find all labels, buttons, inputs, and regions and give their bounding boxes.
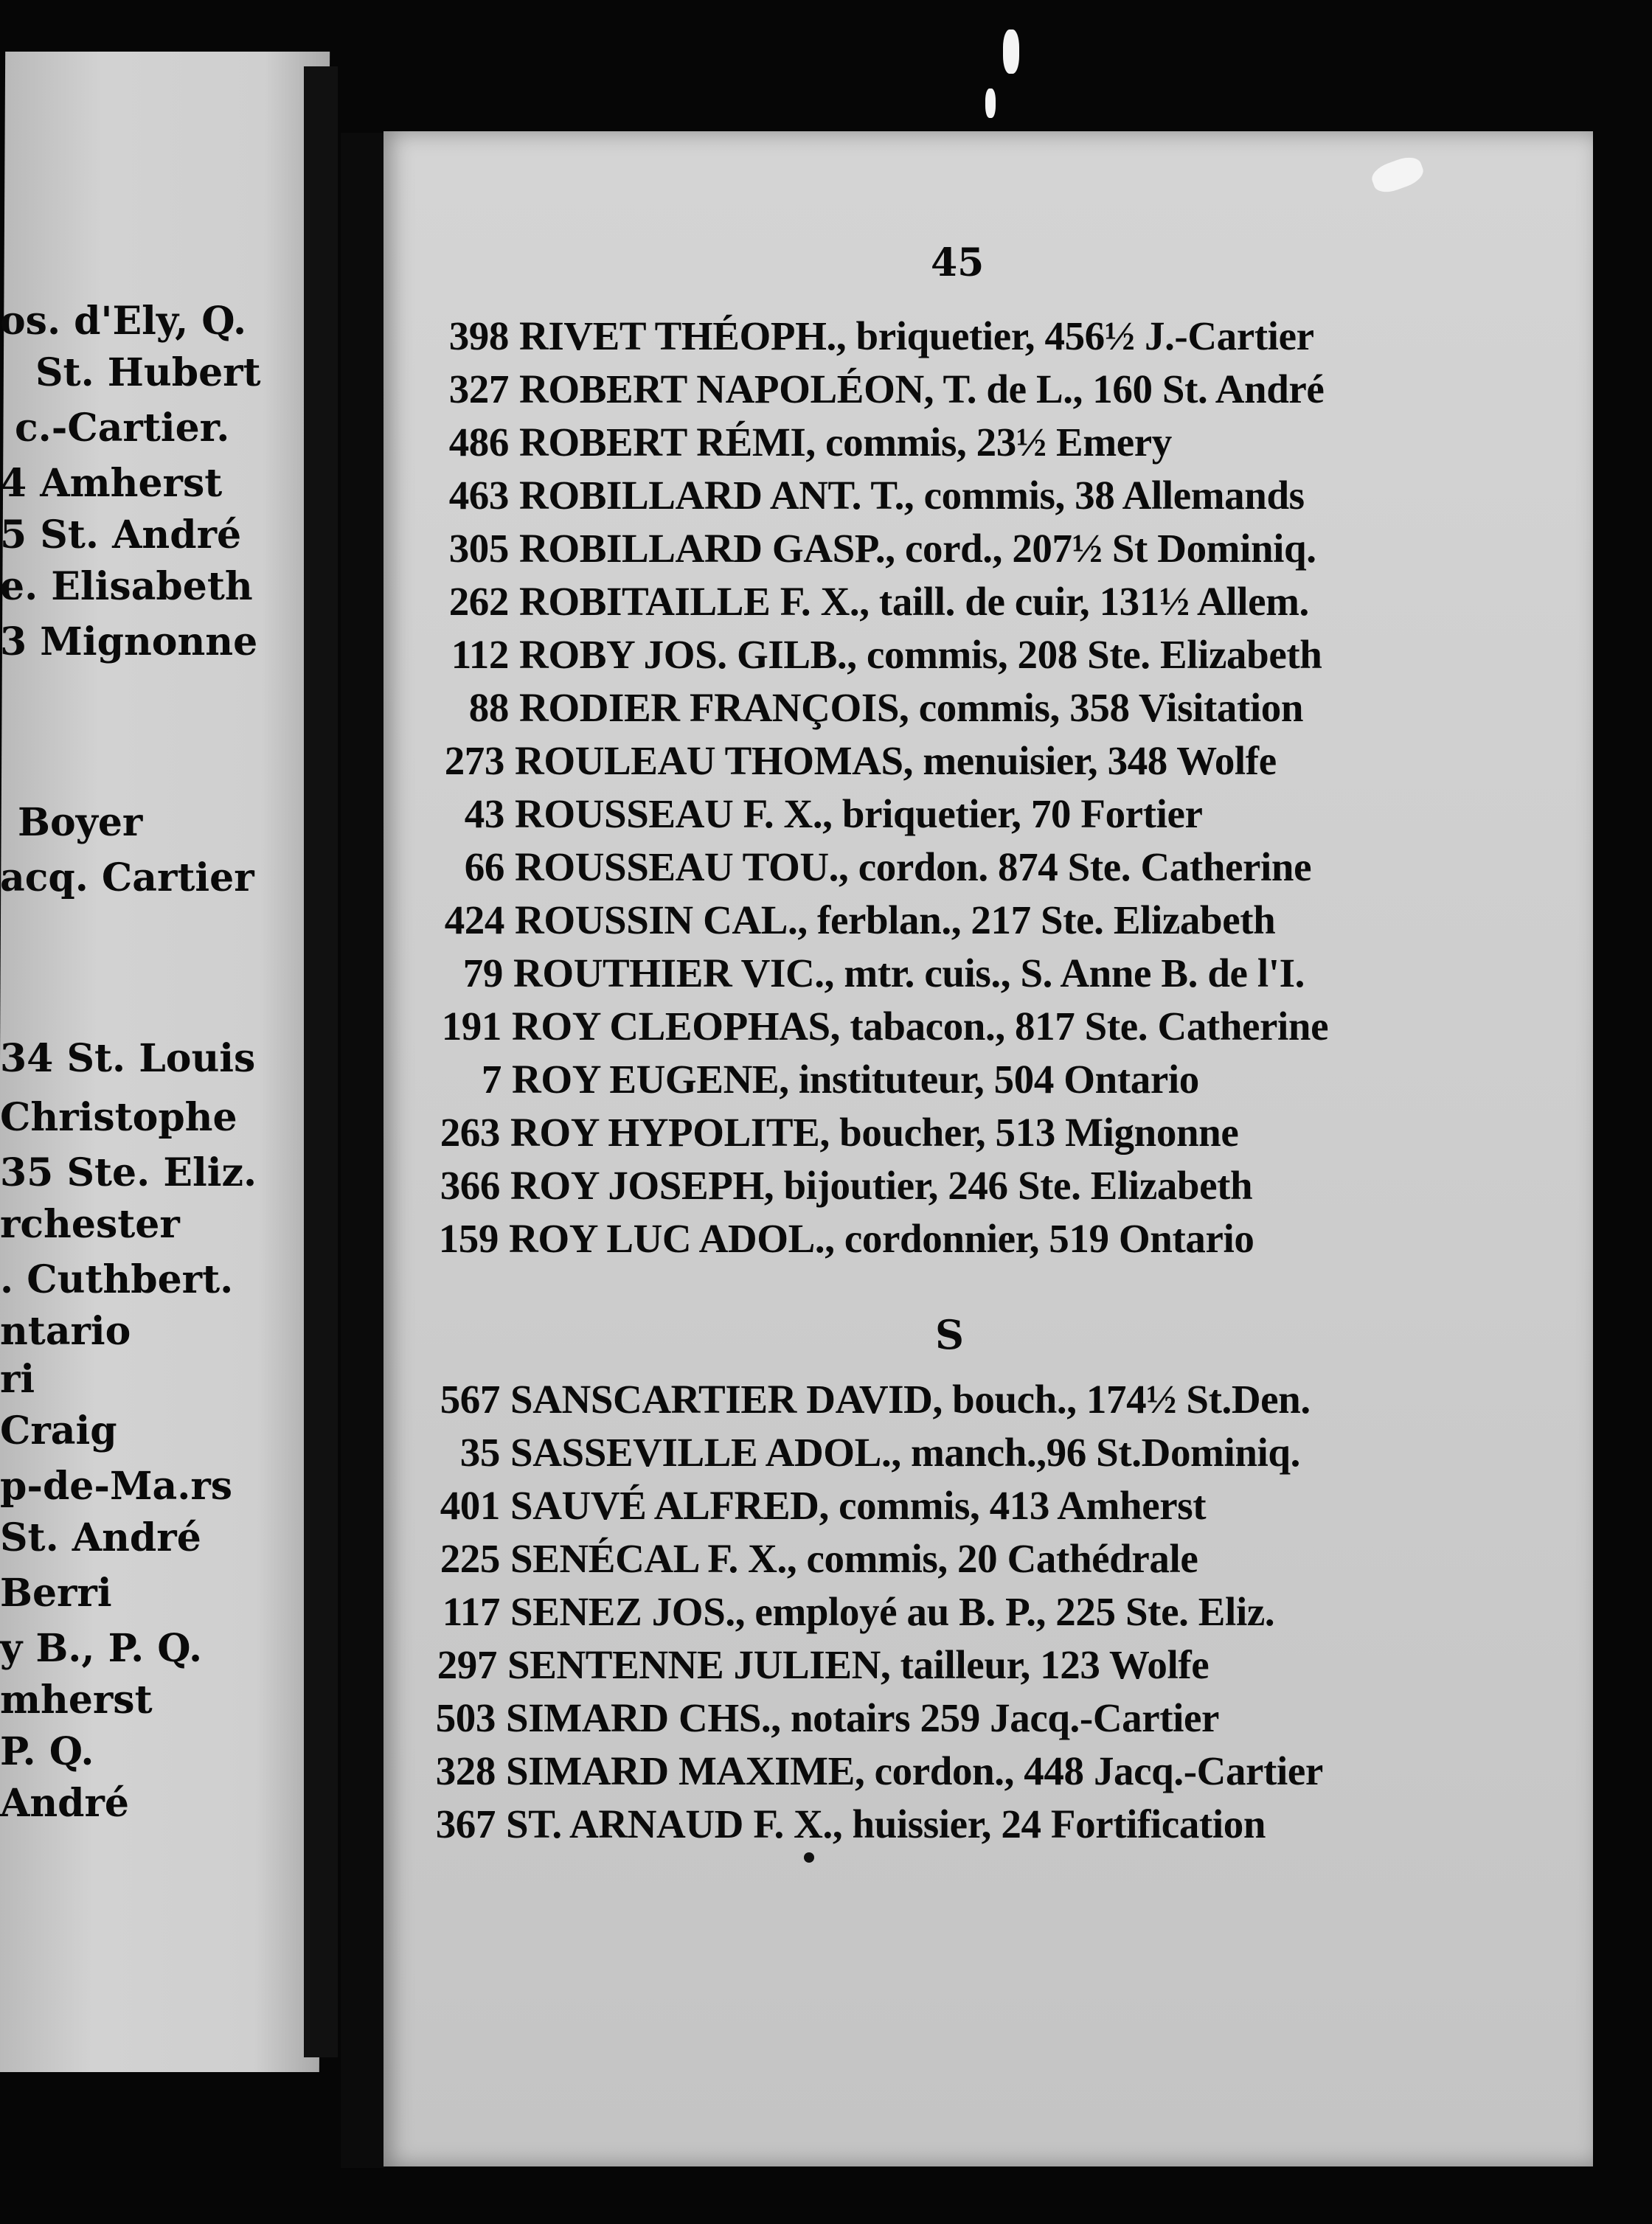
- book-spine: [341, 133, 385, 2168]
- entry-number: 191: [441, 1004, 502, 1049]
- entry-number: 262: [448, 579, 509, 624]
- directory-entry: [404, 1106, 1451, 1159]
- directory-entries-s: [404, 1373, 1466, 1851]
- directory-entry: [409, 788, 1456, 841]
- left-page-line: Boyer: [18, 800, 143, 845]
- entry-text: ROBILLARD ANT. T., commis, 38 Allemands: [519, 473, 1305, 518]
- entry-text: SENÉCAL F. X., commis, 20 Cathédrale: [510, 1536, 1198, 1581]
- left-page-line: c.-Cartier.: [15, 406, 230, 451]
- directory-entry: [413, 628, 1460, 681]
- left-page-line: p-de-Ma.rs: [0, 1464, 232, 1509]
- entry-text: ROULEAU THOMAS, menuisier, 348 Wolfe: [515, 738, 1277, 783]
- directory-entry: [413, 416, 1460, 469]
- left-page-line: 4 Amherst: [0, 461, 223, 506]
- entry-number: 424: [444, 897, 504, 942]
- directory-entry: [400, 1692, 1462, 1745]
- directory-entry: [406, 1000, 1453, 1053]
- entry-text: ROY HYPOLITE, boucher, 513 Mignonne: [510, 1110, 1239, 1155]
- directory-entry: [407, 947, 1454, 1000]
- entry-text: ROUSSIN CAL., ferblan., 217 Ste. Elizabeth: [515, 897, 1276, 942]
- directory-entry: [403, 1212, 1450, 1265]
- left-page-line: 35 Ste. Eliz.: [0, 1150, 257, 1195]
- left-page-text: [0, 0, 324, 2224]
- directory-entry: [404, 1479, 1466, 1532]
- entry-number: 159: [438, 1216, 499, 1261]
- left-page-line: St. Hubert: [35, 350, 261, 395]
- left-page-line: André: [0, 1781, 129, 1826]
- directory-entry: [409, 841, 1456, 894]
- entry-text: SENEZ JOS., employé au B. P., 225 Ste. Eliz.: [510, 1589, 1275, 1634]
- directory-entry: [404, 1426, 1466, 1479]
- entry-number: 79: [462, 951, 503, 995]
- left-page-line: acq. Cartier: [0, 855, 254, 900]
- directory-entry: [413, 469, 1460, 522]
- directory-entry: [400, 1745, 1462, 1798]
- entry-number: 263: [440, 1110, 500, 1155]
- entry-text: SENTENNE JULIEN, tailleur, 123 Wolfe: [507, 1642, 1210, 1687]
- entry-text: ROY JOSEPH, bijoutier, 246 Ste. Elizabeth: [510, 1163, 1253, 1208]
- left-page-line: . Cuthbert.: [0, 1257, 234, 1302]
- left-page-line: Berri: [0, 1571, 112, 1616]
- entry-text: ROY EUGENE, instituteur, 504 Ontario: [512, 1057, 1199, 1102]
- directory-entry: [406, 1053, 1453, 1106]
- left-page-line: St. André: [0, 1515, 201, 1560]
- directory-entry: [404, 1532, 1466, 1585]
- entry-text: SANSCARTIER DAVID, bouch., 174½ St.Den.: [510, 1377, 1311, 1422]
- entry-number: 117: [442, 1589, 500, 1634]
- entry-number: 367: [435, 1801, 496, 1846]
- entry-text: ST. ARNAUD F. X., huissier, 24 Fortification: [506, 1801, 1266, 1846]
- entry-number: 112: [451, 632, 509, 677]
- entry-text: ROBILLARD GASP., cord., 207½ St Dominiq.: [519, 526, 1316, 571]
- entry-text: ROUSSEAU TOU., cordon. 874 Ste. Catherine: [515, 844, 1312, 889]
- directory-entry: [409, 894, 1456, 947]
- entry-number: 35: [459, 1430, 500, 1475]
- directory-entry: [413, 575, 1460, 628]
- entry-number: 463: [448, 473, 509, 518]
- directory-entry: [413, 310, 1460, 363]
- entry-text: ROY LUC ADOL., cordonnier, 519 Ontario: [509, 1216, 1254, 1261]
- entry-text: ROY CLEOPHAS, tabacon., 817 Ste. Catherine: [512, 1004, 1329, 1049]
- directory-entry: [404, 1159, 1451, 1212]
- left-page-line: 34 St. Louis: [0, 1036, 256, 1081]
- entry-text: SIMARD MAXIME, cordon., 448 Jacq.-Cartier: [506, 1748, 1323, 1793]
- entry-number: 401: [440, 1483, 500, 1528]
- left-page-line: os. d'Ely, Q.: [0, 299, 247, 344]
- entry-number: 88: [468, 685, 509, 730]
- scan-speck: [804, 1852, 814, 1863]
- left-page-line: e. Elisabeth: [0, 564, 253, 609]
- directory-entry: [413, 363, 1460, 416]
- entry-text: ROBERT RÉMI, commis, 23½ Emery: [519, 420, 1172, 465]
- entry-number: 225: [440, 1536, 500, 1581]
- entry-number: 567: [440, 1377, 500, 1422]
- section-letter: S: [935, 1311, 964, 1358]
- left-page-line: Craig: [0, 1408, 117, 1453]
- left-page-line: ntario: [0, 1309, 131, 1354]
- entry-number: 486: [448, 420, 509, 465]
- entry-number: 305: [448, 526, 509, 571]
- left-page-line: 5 St. André: [0, 512, 242, 557]
- entry-number: 66: [464, 844, 504, 889]
- entry-text: RIVET THÉOPH., briquetier, 456½ J.-Cartier: [519, 313, 1314, 358]
- scan-speck: [1003, 29, 1019, 74]
- entry-text: ROUSSEAU F. X., briquetier, 70 Fortier: [515, 791, 1203, 836]
- left-page-line: rchester: [0, 1202, 180, 1247]
- entry-number: 398: [448, 313, 509, 358]
- entry-text: ROBITAILLE F. X., taill. de cuir, 131½ Allem.: [519, 579, 1309, 624]
- entry-text: SASSEVILLE ADOL., manch.,96 St.Dominiq.: [510, 1430, 1300, 1475]
- directory-entries-r: [413, 310, 1460, 1265]
- entry-text: SIMARD CHS., notairs 259 Jacq.-Cartier: [506, 1695, 1220, 1740]
- left-page-line: ri: [0, 1357, 35, 1402]
- entry-text: ROUTHIER VIC., mtr. cuis., S. Anne B. de l'I.: [513, 951, 1305, 995]
- entry-number: 327: [448, 366, 509, 411]
- directory-entry: [404, 1373, 1466, 1426]
- entry-number: 366: [440, 1163, 500, 1208]
- directory-entry: [409, 734, 1456, 788]
- directory-entry: [401, 1639, 1463, 1692]
- scan-speck: [985, 88, 996, 118]
- directory-entry: [400, 1798, 1462, 1851]
- entry-number: 328: [435, 1748, 496, 1793]
- entry-number: 273: [444, 738, 504, 783]
- page-number: 45: [931, 240, 985, 285]
- left-page-line: y B., P. Q.: [0, 1626, 203, 1671]
- entry-text: ROBY JOS. GILB., commis, 208 Ste. Elizabeth: [519, 632, 1322, 677]
- entry-number: 297: [437, 1642, 497, 1687]
- directory-entry: [404, 1585, 1466, 1639]
- entry-text: ROBERT NAPOLÉON, T. de L., 160 St. André: [519, 366, 1325, 411]
- left-page-line: 3 Mignonne: [0, 619, 258, 664]
- directory-entry: [413, 681, 1460, 734]
- entry-text: SAUVÉ ALFRED, commis, 413 Amherst: [510, 1483, 1207, 1528]
- entry-number: 503: [435, 1695, 496, 1740]
- directory-entry: [413, 522, 1460, 575]
- entry-text: RODIER FRANÇOIS, commis, 358 Visitation: [519, 685, 1304, 730]
- left-page-line: mherst: [0, 1678, 153, 1723]
- entry-number: 43: [464, 791, 504, 836]
- entry-number: 7: [481, 1057, 502, 1102]
- left-page-line: Christophe: [0, 1095, 237, 1140]
- left-page-line: P. Q.: [0, 1729, 94, 1774]
